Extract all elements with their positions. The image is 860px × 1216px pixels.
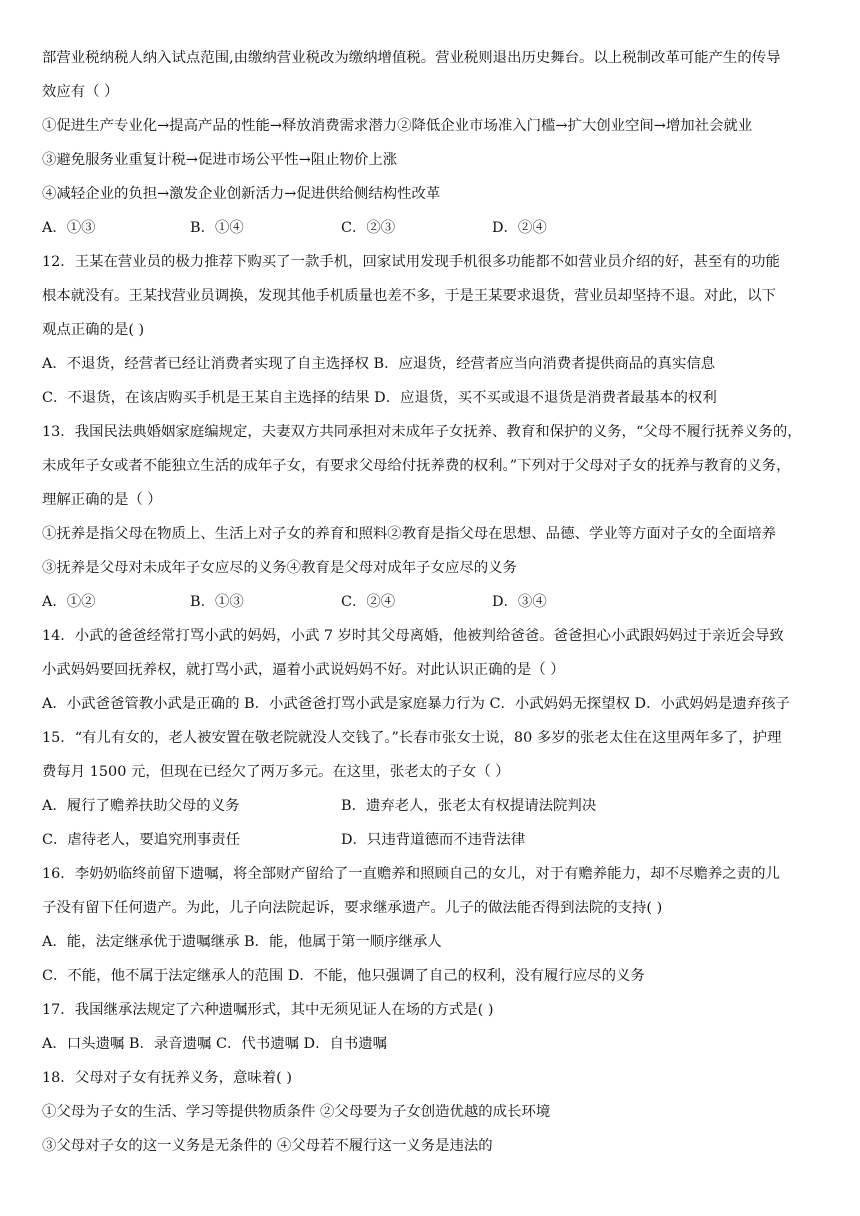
q14-stem-line-2: 小武妈妈要回抚养权，就打骂小武，逼着小武说妈妈不好。对此认识正确的是（ ） [42, 662, 565, 678]
q15-options-ab [42, 796, 842, 816]
q11-item-3: ④减轻企业的负担→激发企业创新活力→促进供给侧结构性改革 [42, 186, 441, 202]
q13-option-c: C．②④ [341, 594, 396, 610]
q13-items-12: ①抚养是指父母在物质上、生活上对子女的养育和照料②教育是指父母在思想、品德、学业等方面对子女的全面培养 [42, 526, 776, 542]
q16-options-cd: C．不能，他不属于法定继承人的范围 D．不能，他只强调了自己的权利，没有履行应尽的义务 [42, 968, 645, 984]
q12-stem-line-3: 观点正确的是( ) [42, 322, 145, 338]
q13-stem-line-3: 理解正确的是（ ） [42, 492, 162, 508]
q11-option-b: B．①④ [190, 220, 244, 236]
q15-option-d: D．只违背道德而不违背法律 [341, 832, 526, 848]
q13-items-34: ③抚养是父母对未成年子女应尽的义务④教育是父母对成年子女应尽的义务 [42, 560, 517, 576]
q14-stem-line-1: 14．小武的爸爸经常打骂小武的妈妈，小武 7 岁时其父母离婚，他被判给爸爸。爸爸担心小武跟妈妈过于亲近会导致 [42, 628, 784, 644]
q15-option-c: C．虐待老人，要追究刑事责任 [42, 832, 241, 848]
q18-stem: 18．父母对子女有抚养义务，意味着( ) [42, 1070, 292, 1086]
q13-option-a: A．①② [42, 594, 96, 610]
q13-stem-line-2: 未成年子女或者不能独立生活的成年子女，有要求父母给付抚养费的权利。”下列对于父母对子女的抚养与教育的义务， [42, 458, 791, 474]
q11-options [42, 218, 842, 238]
q16-options-ab: A．能，法定继承优于遗嘱继承 B．能，他属于第一顺序继承人 [42, 934, 442, 950]
q15-stem-line-1: 15．“有儿有女的，老人被安置在敬老院就没人交钱了。”长春市张女士说，80 多岁的张老太住在这里两年多了，护理 [42, 730, 782, 746]
q16-stem-line-1: 16．李奶奶临终前留下遗嘱，将全部财产留给了一直赡养和照顾自己的女儿，对于有赡养能力，却不尽赡养之责的儿 [42, 866, 780, 882]
q11-option-d: D．②④ [492, 220, 547, 236]
q11-option-a: A．①③ [42, 220, 96, 236]
q15-option-a: A．履行了赡养扶助父母的义务 [42, 798, 240, 814]
q12-stem-line-1: 12．王某在营业员的极力推荐下购买了一款手机，回家试用发现手机很多功能都不如营业员介绍的好，甚至有的功能 [42, 254, 780, 270]
q17-stem: 17．我国继承法规定了六种遗嘱形式，其中无须见证人在场的方式是( ) [42, 1002, 494, 1018]
q12-options-ab: A．不退货，经营者已经让消费者实现了自主选择权 B．应退货，经营者应当向消费者提供商品的真实信息 [42, 356, 716, 372]
q11-continuation-line-2: 效应有（ ） [42, 84, 119, 100]
q14-options: A．小武爸爸管教小武是正确的 B．小武爸爸打骂小武是家庭暴力行为 C．小武妈妈无探望权 D．小武妈妈是遗弃孩子 [42, 696, 790, 712]
q11-option-c: C．②③ [341, 220, 396, 236]
q15-stem-line-2: 费每月 1500 元，但现在已经欠了两万多元。在这里，张老太的子女（ ） [42, 764, 510, 780]
q13-option-d: D．③④ [492, 594, 547, 610]
q11-item-2: ③避免服务业重复计税→促进市场公平性→阻止物价上涨 [42, 152, 398, 168]
q15-option-b: B．遗弃老人，张老太有权提请法院判决 [341, 798, 597, 814]
q13-options [42, 592, 842, 612]
q18-items-34: ③父母对子女的这一义务是无条件的 ④父母若不履行这一义务是违法的 [42, 1138, 493, 1154]
q18-items-12: ①父母为子女的生活、学习等提供物质条件 ②父母要为子女创造优越的成长环境 [42, 1104, 551, 1120]
q13-stem-line-1: 13．我国民法典婚姻家庭编规定，夫妻双方共同承担对未成年子女抚养、教育和保护的义务，“父母不履行抚养义务的， [42, 424, 802, 440]
q13-option-b: B．①③ [190, 594, 244, 610]
q12-options-cd: C．不退货，在该店购买手机是王某自主选择的结果 D．应退货，买不买或退不退货是消费者最基本的权利 [42, 390, 717, 406]
q12-stem-line-2: 根本就没有。王某找营业员调换，发现其他手机质量也差不多，于是王某要求退货，营业员却坚持不退。对此，以下 [42, 288, 776, 304]
q15-options-cd [42, 830, 842, 850]
q16-stem-line-2: 子没有留下任何遗产。为此，儿子向法院起诉，要求继承遗产。儿子的做法能否得到法院的支持( ) [42, 900, 663, 916]
q11-continuation-line-1: 部营业税纳税人纳入试点范围,由缴纳营业税改为缴纳增值税。营业税则退出历史舞台。以上税制改革可能产生的传导 [42, 50, 781, 66]
q11-item-1: ①促进生产专业化→提高产品的性能→释放消费需求潜力②降低企业市场准入门槛→扩大创业空间→增加社会就业 [42, 118, 753, 134]
q17-options: A．口头遗嘱 B．录音遗嘱 C．代书遗嘱 D．自书遗嘱 [42, 1036, 388, 1052]
